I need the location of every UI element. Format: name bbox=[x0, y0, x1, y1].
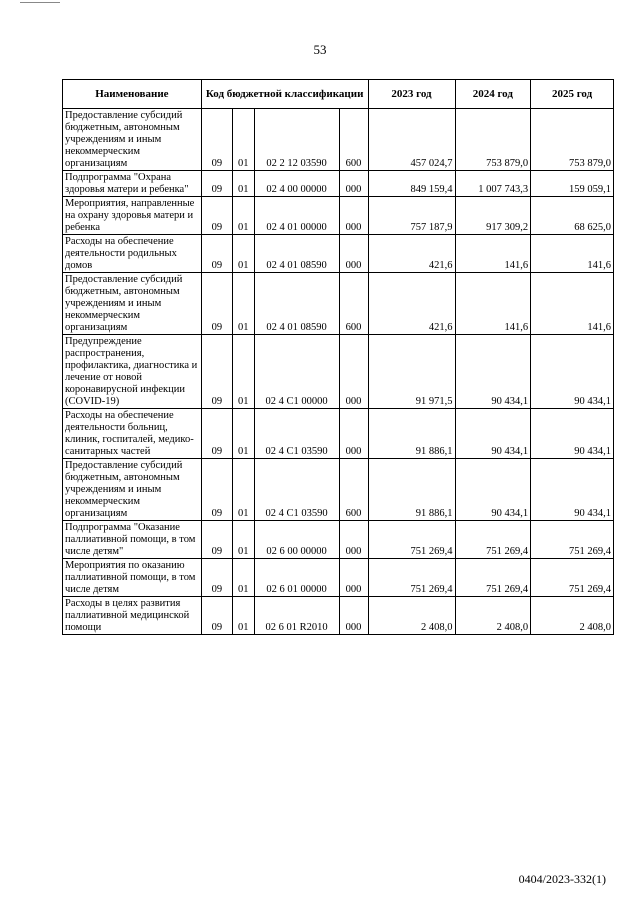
expense-type-code: 000 bbox=[339, 559, 368, 597]
target-item-code: 02 4 01 08590 bbox=[254, 273, 339, 335]
row-name: Предоставление субсидий бюджетным, автономным учреждениям и иным некоммерческим организациям bbox=[63, 273, 202, 335]
section-code: 09 bbox=[201, 597, 232, 635]
subsection-code: 01 bbox=[232, 597, 254, 635]
target-item-code: 02 4 01 08590 bbox=[254, 235, 339, 273]
amount-2024: 1 007 743,3 bbox=[455, 171, 531, 197]
amount-2023: 757 187,9 bbox=[368, 197, 455, 235]
budget-table bbox=[62, 79, 614, 635]
row-name: Предоставление субсидий бюджетным, автономным учреждениям и иным некоммерческим организациям bbox=[63, 459, 202, 521]
amount-2025: 753 879,0 bbox=[531, 109, 614, 171]
subsection-code: 01 bbox=[232, 273, 254, 335]
amount-2025: 141,6 bbox=[531, 235, 614, 273]
subsection-code: 01 bbox=[232, 409, 254, 459]
table-row bbox=[63, 409, 614, 459]
subsection-code: 01 bbox=[232, 235, 254, 273]
amount-2024: 751 269,4 bbox=[455, 521, 531, 559]
table-row bbox=[63, 335, 614, 409]
amount-2024: 917 309,2 bbox=[455, 197, 531, 235]
row-name: Мероприятия по оказанию паллиативной помощи, в том числе детям bbox=[63, 559, 202, 597]
subsection-code: 01 bbox=[232, 109, 254, 171]
target-item-code: 02 4 C1 03590 bbox=[254, 459, 339, 521]
amount-2024: 90 434,1 bbox=[455, 459, 531, 521]
table-header-row bbox=[63, 80, 614, 109]
amount-2024: 753 879,0 bbox=[455, 109, 531, 171]
section-code: 09 bbox=[201, 459, 232, 521]
amount-2023: 2 408,0 bbox=[368, 597, 455, 635]
section-code: 09 bbox=[201, 235, 232, 273]
subsection-code: 01 bbox=[232, 459, 254, 521]
header-code: Код бюджетной классификации bbox=[201, 80, 368, 109]
section-code: 09 bbox=[201, 521, 232, 559]
amount-2025: 90 434,1 bbox=[531, 335, 614, 409]
expense-type-code: 000 bbox=[339, 171, 368, 197]
target-item-code: 02 4 01 00000 bbox=[254, 197, 339, 235]
expense-type-code: 000 bbox=[339, 335, 368, 409]
target-item-code: 02 6 01 R2010 bbox=[254, 597, 339, 635]
target-item-code: 02 4 C1 03590 bbox=[254, 409, 339, 459]
amount-2023: 457 024,7 bbox=[368, 109, 455, 171]
target-item-code: 02 2 12 03590 bbox=[254, 109, 339, 171]
amount-2024: 90 434,1 bbox=[455, 409, 531, 459]
row-name: Предупреждение распространения, профилактика, диагностика и лечение от новой коронавирусной инфекции (COVID-19) bbox=[63, 335, 202, 409]
expense-type-code: 600 bbox=[339, 109, 368, 171]
table-row bbox=[63, 521, 614, 559]
row-name: Расходы на обеспечение деятельности больниц, клиник, госпиталей, медико-санитарных частей bbox=[63, 409, 202, 459]
row-name: Расходы в целях развития паллиативной медицинской помощи bbox=[63, 597, 202, 635]
amount-2023: 751 269,4 bbox=[368, 559, 455, 597]
amount-2025: 2 408,0 bbox=[531, 597, 614, 635]
document-code: 0404/2023-332(1) bbox=[518, 872, 606, 886]
header-2024: 2024 год bbox=[455, 80, 531, 109]
subsection-code: 01 bbox=[232, 335, 254, 409]
row-name: Предоставление субсидий бюджетным, автономным учреждениям и иным некоммерческим организациям bbox=[63, 109, 202, 171]
amount-2023: 91 886,1 bbox=[368, 459, 455, 521]
amount-2025: 68 625,0 bbox=[531, 197, 614, 235]
subsection-code: 01 bbox=[232, 197, 254, 235]
table-row bbox=[63, 559, 614, 597]
table-row bbox=[63, 197, 614, 235]
subsection-code: 01 bbox=[232, 559, 254, 597]
amount-2023: 849 159,4 bbox=[368, 171, 455, 197]
amount-2024: 141,6 bbox=[455, 273, 531, 335]
row-name: Подпрограмма "Охрана здоровья матери и ребенка" bbox=[63, 171, 202, 197]
amount-2024: 751 269,4 bbox=[455, 559, 531, 597]
table-row bbox=[63, 171, 614, 197]
subsection-code: 01 bbox=[232, 521, 254, 559]
expense-type-code: 600 bbox=[339, 273, 368, 335]
amount-2023: 91 886,1 bbox=[368, 409, 455, 459]
amount-2024: 90 434,1 bbox=[455, 335, 531, 409]
section-code: 09 bbox=[201, 171, 232, 197]
section-code: 09 bbox=[201, 273, 232, 335]
table-row bbox=[63, 597, 614, 635]
table-row bbox=[63, 273, 614, 335]
amount-2023: 421,6 bbox=[368, 235, 455, 273]
target-item-code: 02 6 00 00000 bbox=[254, 521, 339, 559]
amount-2023: 91 971,5 bbox=[368, 335, 455, 409]
page-number: 53 bbox=[313, 42, 327, 57]
header-name: Наименование bbox=[63, 80, 202, 109]
expense-type-code: 000 bbox=[339, 197, 368, 235]
top-mark bbox=[20, 2, 60, 3]
amount-2023: 751 269,4 bbox=[368, 521, 455, 559]
amount-2025: 751 269,4 bbox=[531, 521, 614, 559]
expense-type-code: 000 bbox=[339, 409, 368, 459]
target-item-code: 02 4 00 00000 bbox=[254, 171, 339, 197]
section-code: 09 bbox=[201, 335, 232, 409]
section-code: 09 bbox=[201, 559, 232, 597]
header-2023: 2023 год bbox=[368, 80, 455, 109]
expense-type-code: 600 bbox=[339, 459, 368, 521]
table-row bbox=[63, 109, 614, 171]
row-name: Мероприятия, направленные на охрану здоровья матери и ребенка bbox=[63, 197, 202, 235]
subsection-code: 01 bbox=[232, 171, 254, 197]
amount-2023: 421,6 bbox=[368, 273, 455, 335]
amount-2025: 90 434,1 bbox=[531, 409, 614, 459]
expense-type-code: 000 bbox=[339, 597, 368, 635]
section-code: 09 bbox=[201, 409, 232, 459]
amount-2025: 141,6 bbox=[531, 273, 614, 335]
target-item-code: 02 6 01 00000 bbox=[254, 559, 339, 597]
target-item-code: 02 4 C1 00000 bbox=[254, 335, 339, 409]
row-name: Подпрограмма "Оказание паллиативной помощи, в том числе детям" bbox=[63, 521, 202, 559]
amount-2024: 2 408,0 bbox=[455, 597, 531, 635]
amount-2025: 751 269,4 bbox=[531, 559, 614, 597]
amount-2025: 90 434,1 bbox=[531, 459, 614, 521]
row-name: Расходы на обеспечение деятельности родильных домов bbox=[63, 235, 202, 273]
amount-2025: 159 059,1 bbox=[531, 171, 614, 197]
table-row bbox=[63, 235, 614, 273]
table-row bbox=[63, 459, 614, 521]
header-2025: 2025 год bbox=[531, 80, 614, 109]
expense-type-code: 000 bbox=[339, 521, 368, 559]
amount-2024: 141,6 bbox=[455, 235, 531, 273]
section-code: 09 bbox=[201, 109, 232, 171]
expense-type-code: 000 bbox=[339, 235, 368, 273]
section-code: 09 bbox=[201, 197, 232, 235]
